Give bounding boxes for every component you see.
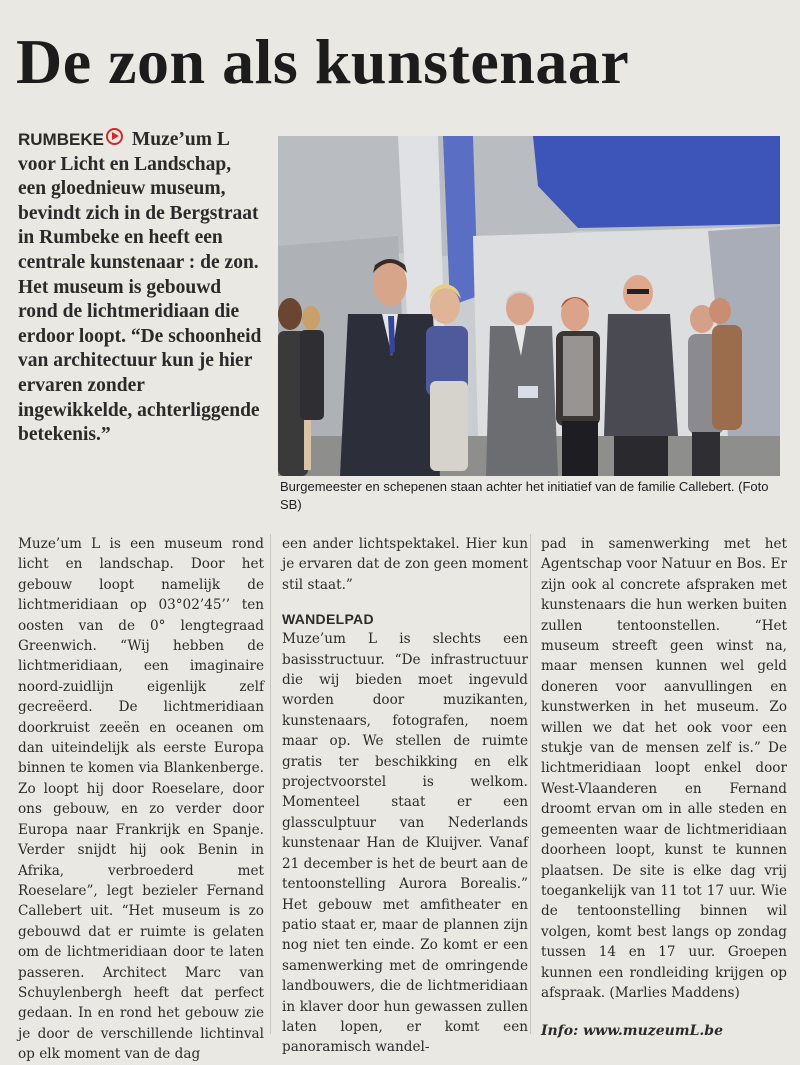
section-subhead: WANDELPAD [282, 611, 374, 628]
body-paragraph: Muze’um L is een museum rond licht en landschap. Door het gebouw loopt namelijk de lichtmeridiaan op 03°02’45’’ ten oosten van de 0° lengtegraad Greenwich. “Wij hebben de lichtmeridiaan, een imaginaire noord-zuidlijn eigenlijk zelf gecreëerd. De lichtmeridiaan doorkruist zeeën en oceanen om dan uiteindelijk als eerste Europa binnen te komen via Blankenberge. Zo loopt hij door Roeselare, door ons gebouw, en zo verder door Europa naar Frankrijk en Spanje. Verder snijdt hij ook Benin in Afrika, verbroederd met Roeselare”, legt bezieler Fernand Callebert uit. “Het museum is zo gebouwd dat er ruimte is gelaten om de lichtmeridiaan door te laten passeren. Architect Marc van Schuylenbergh heeft dat perfect gedaan. In en rond het gebouw zie je door de verschillende lichtinval op elk moment van de dag [18, 536, 264, 1063]
column-divider [270, 534, 271, 1034]
lead-paragraph [18, 128, 262, 448]
headline: De zon als kunstenaar [16, 26, 630, 97]
body-column-2 [282, 534, 528, 1058]
museum-group-photo [278, 136, 780, 476]
body-paragraph: pad in samenwerking met het Agentschap voor Natuur en Bos. Er zijn ook al concrete afspraken met kunstenaars die hun werken buiten zullen tentoonstellen. “Het museum streeft geen winst na, maar mensen kunnen wel geld doneren voor aanvullingen en kunstwerken in het museum. Zo willen we dat het ook voor een stukje van de mensen zelf is.” De lichtmeridiaan loopt enkel door West-Vlaanderen en Fernand droomt ervan om in alle steden en gemeenten waar de lichtmeridiaan doorheen loopt, kunst te kunnen plaatsen. De site is elke dag vrij toegankelijk van 11 tot 17 uur. Wie de tentoonstelling binnen wil volgen, komt best langs op zondag tussen 14 en 17 uur. Groepen kunnen een rondleiding krijgen op afspraak. (Marlies Maddens) [541, 536, 787, 1001]
column-divider [530, 534, 531, 1034]
lead-text: Muze’um L voor Licht en Landschap, een gloednieuw museum, bevindt zich in de Bergstraat in Rumbeke en heeft een centrale kunstenaar : de zon. Het museum is gebouwd rond de lichtmeridiaan die erdoor loopt. “De schoonheid van architectuur kun je hier ervaren zonder ingewikkelde, achterliggende betekenis.” [18, 129, 262, 446]
body-paragraph: Muze’um L is slechts een basisstructuur. “De infrastructuur die wij bieden moet ingevuld worden door muzikanten, kunstenaars, fotografen, noem maar op. We stellen de ruimte gratis ter beschikking en elk projectvoorstel is welkom. Momenteel staat er een glassculptuur van Nederlands kunstenaar Han de Kluijver. Vanaf 21 december is het de beurt aan de tentoonstelling Aurora Borealis.” Het gebouw met amfitheater en patio staat er, maar de plannen zijn nog niet ten einde. Zo komt er een samenwerking met de omringende landbouwers, die de lichtmeridiaan in klaver door hun gewassen zullen laten lopen, er komt een panoramisch wandel- [282, 631, 528, 1056]
body-column-1 [18, 534, 264, 1065]
body-paragraph: een ander lichtspektakel. Hier kun je ervaren dat de zon geen moment stil staat.” [282, 536, 528, 593]
article-photo [278, 136, 780, 476]
blue-sky [533, 136, 780, 228]
body-column-3 [541, 534, 787, 1042]
dateline-location: RUMBEKE [18, 130, 104, 149]
info-link[interactable]: Info: www.muzeumL.be [541, 1023, 724, 1040]
photo-caption: Burgemeester en schepenen staan achter het initiatief van de familie Callebert. (Foto SB) [280, 479, 769, 512]
play-circle-icon [106, 128, 123, 145]
